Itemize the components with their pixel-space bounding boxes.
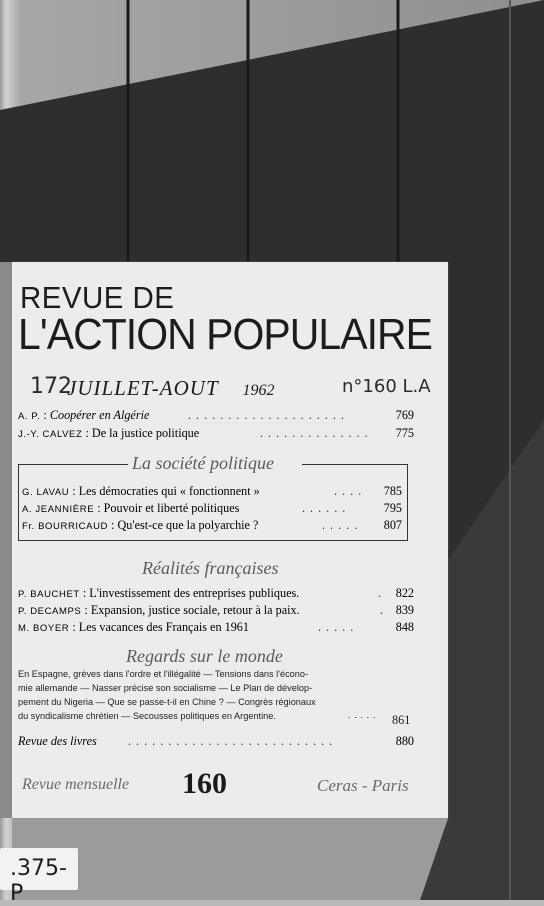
- dot-leader: .....: [348, 710, 380, 720]
- call-number-label: [0, 848, 78, 906]
- section-paragraph: En Espagne, grèves dans l'ordre et l'illégalité — Tensions dans l'écono- mie allemande — Nasser précise son socialisme — Le Plan de dévelop- pement du Nigeria — Que se passe-t-il en Chine ? — Congrès régionaux du syndicalisme chrétien — Secousses politiques en Argentine.: [18, 669, 316, 721]
- section-title: La société politique: [132, 453, 274, 473]
- toc-entry: J.-Y. CALVEZ : De la justice politique .............. 775: [18, 426, 414, 440]
- handwritten-number-left: 172: [30, 374, 72, 399]
- toc-entry: Fr. BOURRICAUD : Qu'est-ce que la polyarchie ? ..... 807: [22, 518, 402, 532]
- footer-right: Ceras - Paris: [317, 776, 409, 795]
- handwritten-number-right: n°160 L.A: [342, 376, 431, 397]
- contents-label: [12, 262, 448, 818]
- issue-number: 160: [182, 767, 227, 800]
- footer-left: Revue mensuelle: [22, 776, 130, 793]
- toc-entry: P. BAUCHET : L'investissement des entreprises publiques. . 822: [18, 586, 414, 600]
- section-title: Regards sur le monde: [126, 646, 283, 666]
- issue-date: JUILLET-AOUT 1962: [67, 376, 275, 400]
- page-number: 861: [392, 713, 411, 727]
- toc-entry: M. BOYER : Les vacances des Français en 1961 ..... 848: [18, 620, 414, 634]
- toc-entry: A. P. : Coopérer en Algérie .................... 769: [18, 408, 414, 422]
- section-title: Réalités françaises: [142, 558, 279, 578]
- call-number: .375-P: [10, 856, 67, 906]
- toc-entry: G. LAVAU : Les démocraties qui « fonctionnent » .... 785: [22, 484, 402, 498]
- toc-entry: Revue des livres .......................... 880: [18, 734, 414, 748]
- toc-entry: A. JEANNIÈRE : Pouvoir et liberté politiques ...... 795: [22, 501, 402, 515]
- toc-entry: P. DECAMPS : Expansion, justice sociale, retour à la paix. . 839: [18, 603, 414, 617]
- journal-title-line1: REVUE DE: [20, 280, 175, 315]
- journal-title-line2: L'ACTION POPULAIRE: [18, 310, 433, 359]
